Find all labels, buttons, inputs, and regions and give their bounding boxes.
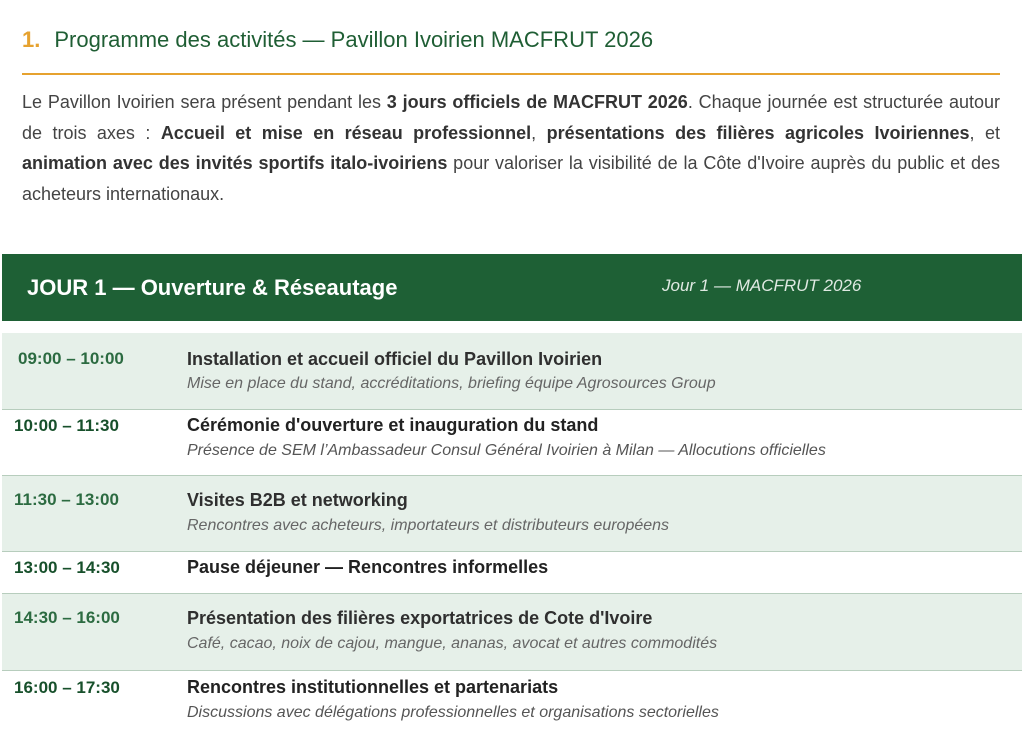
- day-header: [2, 254, 1022, 321]
- day-panel: [2, 254, 1022, 734]
- schedule-time: 16:00 – 17:30: [14, 678, 120, 697]
- schedule-description: Café, cacao, noix de cajou, mangue, ananas, avocat et autres commodités: [187, 635, 718, 652]
- intro-text-1: Le Pavillon Ivoirien sera présent pendant les: [22, 92, 387, 112]
- intro-text-5: pour valoriser la visibilité de la Côte d'Ivoire auprès du public et des acheteurs internationaux.: [22, 153, 1000, 204]
- schedule-row: [2, 476, 1022, 552]
- intro-text-2: . Chaque journée est structurée autour de trois axes :: [22, 92, 1000, 143]
- intro-bold-1: 3 jours officiels de MACFRUT 2026: [386, 92, 688, 112]
- day-title: JOUR 1 — Ouverture & Réseautage: [27, 275, 398, 300]
- schedule-time: 13:00 – 14:30: [14, 558, 120, 577]
- intro-text-4: , et: [969, 122, 1000, 143]
- section-number: 1.: [22, 27, 41, 52]
- intro-bold-2: Accueil et mise en réseau professionnel: [160, 122, 532, 143]
- schedule-title: Présentation des filières exportatrices de Cote d'Ivoire: [187, 608, 653, 628]
- schedule-row: [2, 333, 1022, 410]
- day-subtitle: Jour 1 — MACFRUT 2026: [662, 276, 862, 295]
- intro-paragraph: [22, 87, 1000, 209]
- schedule-time: 11:30 – 13:00: [14, 490, 119, 509]
- schedule-time: 10:00 – 11:30: [14, 416, 119, 435]
- schedule-time: 09:00 – 10:00: [18, 349, 124, 368]
- intro-bold-3: présentations des filières agricoles Ivoiriennes: [546, 122, 970, 143]
- section-title: Programme des activités — Pavillon Ivoirien MACFRUT 2026: [54, 27, 654, 52]
- intro-bold-4: animation avec des invités sportifs italo-ivoiriens: [22, 153, 448, 173]
- schedule-description: Discussions avec délégations professionnelles et organisations sectorielles: [187, 704, 719, 721]
- section-heading: [22, 26, 1000, 54]
- schedule-title: Visites B2B et networking: [187, 490, 408, 510]
- schedule-row: [2, 410, 1022, 476]
- schedule-description: Mise en place du stand, accréditations, briefing équipe Agrosources Group: [187, 375, 716, 392]
- intro-text-3: ,: [531, 122, 547, 143]
- schedule-title: Cérémonie d'ouverture et inauguration du stand: [187, 415, 599, 435]
- schedule-description: Rencontres avec acheteurs, importateurs et distributeurs européens: [187, 517, 670, 534]
- schedule-time: 14:30 – 16:00: [14, 608, 120, 627]
- schedule-row: [2, 552, 1022, 594]
- schedule-description: Présence de SEM l’Ambassadeur Consul Général Ivoirien à Milan — Allocutions officielles: [187, 442, 826, 459]
- section-divider: [22, 73, 1000, 75]
- schedule-row: [2, 671, 1022, 731]
- schedule-title: Rencontres institutionnelles et partenariats: [187, 677, 559, 697]
- schedule-row: [2, 594, 1022, 671]
- schedule-title: Pause déjeuner — Rencontres informelles: [187, 557, 549, 577]
- schedule-title: Installation et accueil officiel du Pavillon Ivoirien: [187, 349, 603, 369]
- schedule-list: [2, 321, 1022, 731]
